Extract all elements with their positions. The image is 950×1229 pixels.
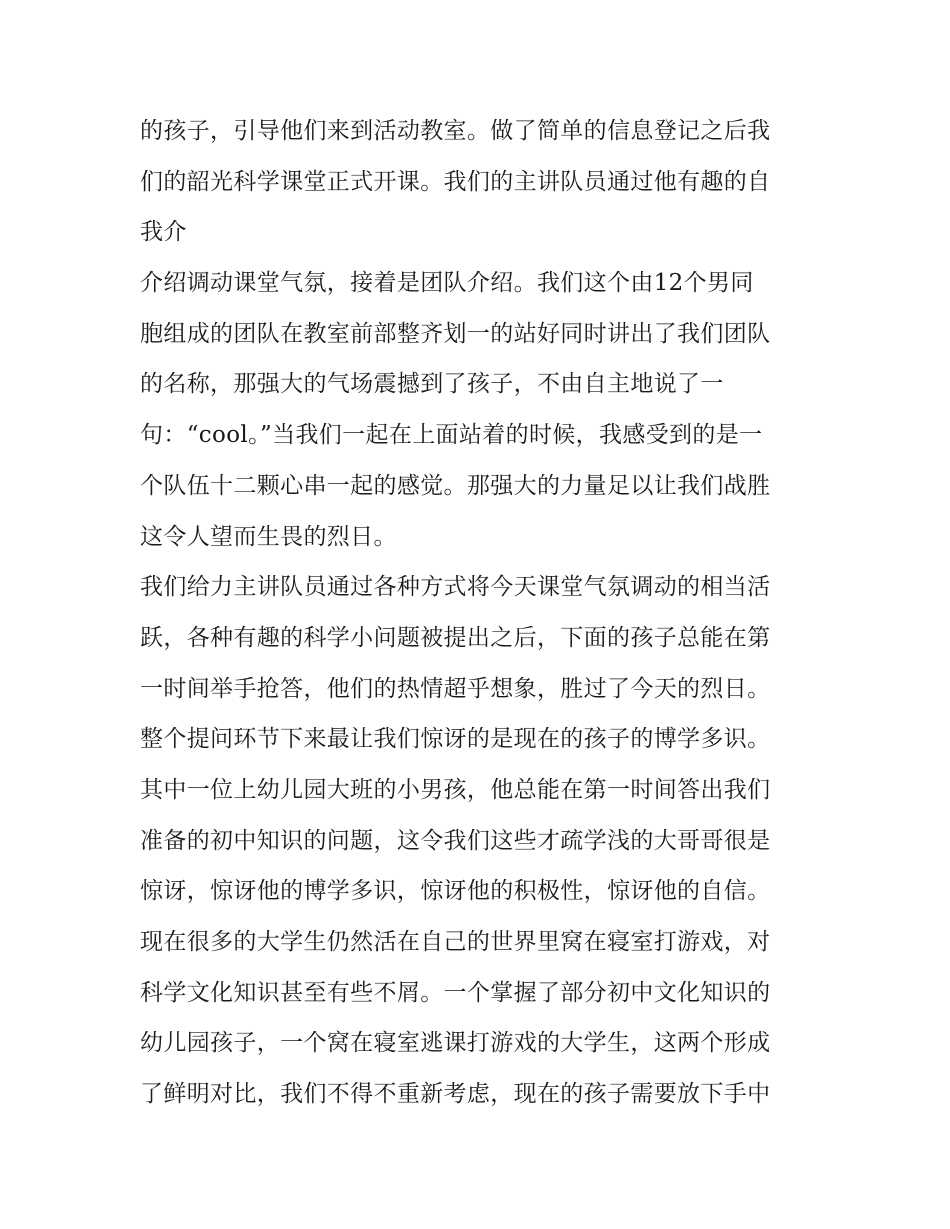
text-line: 跃，各种有趣的科学小问题被提出之后，下面的孩子总能在第: [140, 624, 771, 651]
text-line: 我们给力主讲队员通过各种方式将今天课堂气氛调动的相当活: [140, 574, 771, 601]
text-line: 个队伍十二颗心串一起的感觉。那强大的力量足以让我们战胜: [140, 472, 771, 499]
text-line: 科学文化知识甚至有些不屑。一个掌握了部分初中文化知识的: [140, 979, 771, 1006]
body-text: [140, 106, 820, 1120]
text-line: 其中一位上幼儿园大班的小男孩，他总能在第一时间答出我们: [140, 776, 771, 803]
text-line: 幼儿园孩子，一个窝在寝室逃课打游戏的大学生，这两个形成: [140, 1030, 771, 1057]
text-line: 介绍调动课堂气氛，接着是团队介绍。我们这个由12个男同: [140, 270, 754, 297]
text-line: 惊讶，惊讶他的博学多识，惊讶他的积极性，惊讶他的自信。: [140, 878, 771, 905]
text-line: 现在很多的大学生仍然活在自己的世界里窝在寝室打游戏，对: [140, 929, 771, 955]
text-line: 整个提问环节下来最让我们惊讶的是现在的孩子的博学多识。: [140, 726, 771, 753]
text-line: 们的韶光科学课堂正式开课。我们的主讲队员通过他有趣的自: [140, 168, 771, 195]
text-line: 了鲜明对比，我们不得不重新考虑，现在的孩子需要放下手中: [140, 1081, 771, 1108]
text-line: 胞组成的团队在教室前部整齐划一的站好同时讲出了我们团队: [140, 320, 771, 347]
text-line: 一时间举手抢答，他们的热情超乎想象，胜过了今天的烈日。: [140, 675, 771, 702]
text-line: 的名称，那强大的气场震撼到了孩子，不由自主地说了一: [140, 371, 724, 398]
text-line: 准备的初中知识的问题，这令我们这些才疏学浅的大哥哥很是: [140, 827, 771, 854]
text-line: 的孩子，引导他们来到活动教室。做了简单的信息登记之后我: [140, 118, 771, 144]
text-line: 我介: [140, 219, 187, 246]
text-line: 句：“cool。”当我们一起在上面站着的时候，我感受到的是一: [140, 422, 763, 449]
text-line: 这令人望而生畏的烈日。: [140, 523, 397, 550]
